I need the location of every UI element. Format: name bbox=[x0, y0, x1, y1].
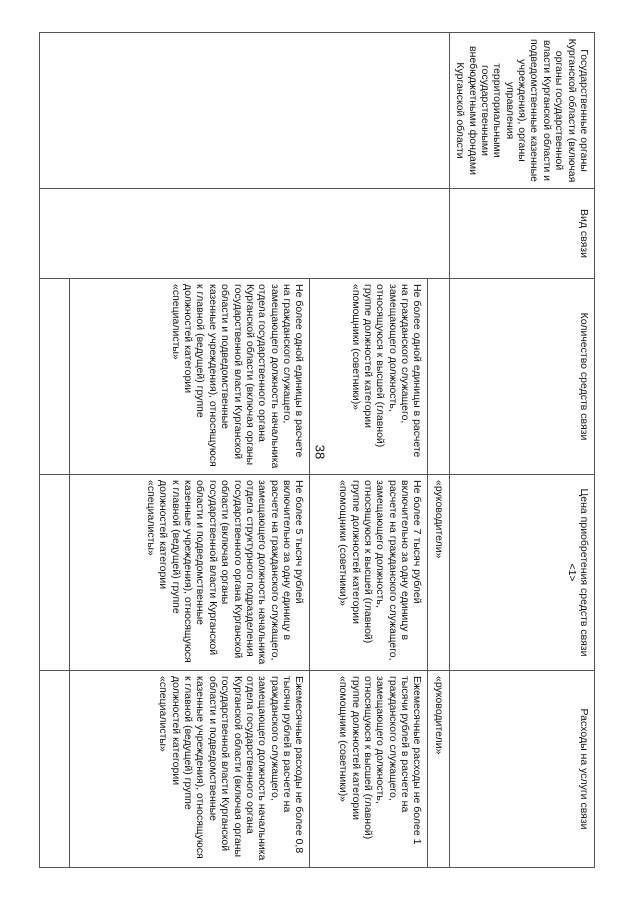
cell-empty bbox=[40, 671, 70, 868]
table-header-row bbox=[449, 33, 594, 868]
header-expenses: Расходы на услуги связи bbox=[449, 671, 594, 868]
rotated-table-frame bbox=[50, 32, 595, 867]
cell-empty bbox=[40, 279, 70, 475]
cell-price: Не более 7 тысяч рублей включительно за одну единицу в расчете на гражданского служащего, замещающего должность, относящуюся к высшей (главной) группе должностей категории «помощники (советники)» bbox=[310, 475, 428, 671]
cell-quantity-group bbox=[428, 279, 449, 475]
group-label-row bbox=[428, 33, 449, 868]
requirements-table bbox=[40, 32, 596, 868]
group-label-expenses: «руководители» bbox=[428, 671, 449, 868]
cell-communication-type-body bbox=[40, 189, 449, 279]
table-wrapper bbox=[50, 32, 595, 867]
group-label-price: «руководители» bbox=[428, 475, 449, 671]
cell-quantity: Не более одной единицы в расчете на гражданского служащего, замещающего должность, относящуюся к высшей (главной) группе должностей категории «помощники (советники)» bbox=[310, 279, 428, 475]
cell-government-bodies-body bbox=[40, 33, 449, 189]
header-communication-type: Вид связи bbox=[449, 189, 594, 279]
cell-price: Не более 5 тысяч рублей включительно за одну единицу в расчете на гражданского служащего, замещающего должность начальника отдела структурного подразделения государственного органа Курганской области (включая органы государственной власти Курганской области и подведомственные казенные учреждения), относящуюся к главной (ведущей) группе должностей категории «специалисты» bbox=[70, 475, 310, 671]
header-government-bodies: Государственные органы Курганской области (включая органы государственной власти Курганской области и подведомственные казенные учреждения), органы управления территориальными государственными внебюджетными фондами Курганской области bbox=[449, 33, 594, 189]
header-quantity: Количество средств связи bbox=[449, 279, 594, 475]
cell-expenses: Ежемесячные расходы не более 1 тысячи рублей в расчете на гражданского служащего, замещающего должность, относящуюся к высшей (главной) группе должностей категории «помощники (советники)» bbox=[310, 671, 428, 868]
cell-quantity: Не более одной единицы в расчете на гражданского служащего, замещающего должность начальника отдела государственного органа Курганской области (включая органы государственной власти Курганской области и подведомственные казенные учреждения), относящуюся к главной (ведущей) группе должностей категории «специалисты» bbox=[70, 279, 310, 475]
cell-empty bbox=[40, 475, 70, 671]
page-number: 38 bbox=[312, 444, 328, 460]
cell-expenses: Ежемесячные расходы не более 0,8 тысячи рублей в расчете на гражданского служащего, замещающего должность начальника отдела государственного органа Курганской области (включая органы государственной власти Курганской области и подведомственные казенные учреждения), относящуюся к главной (ведущей) группе должностей категории «специалисты» bbox=[70, 671, 310, 868]
header-price: Цена приобретения средств связи <1> bbox=[449, 475, 594, 671]
